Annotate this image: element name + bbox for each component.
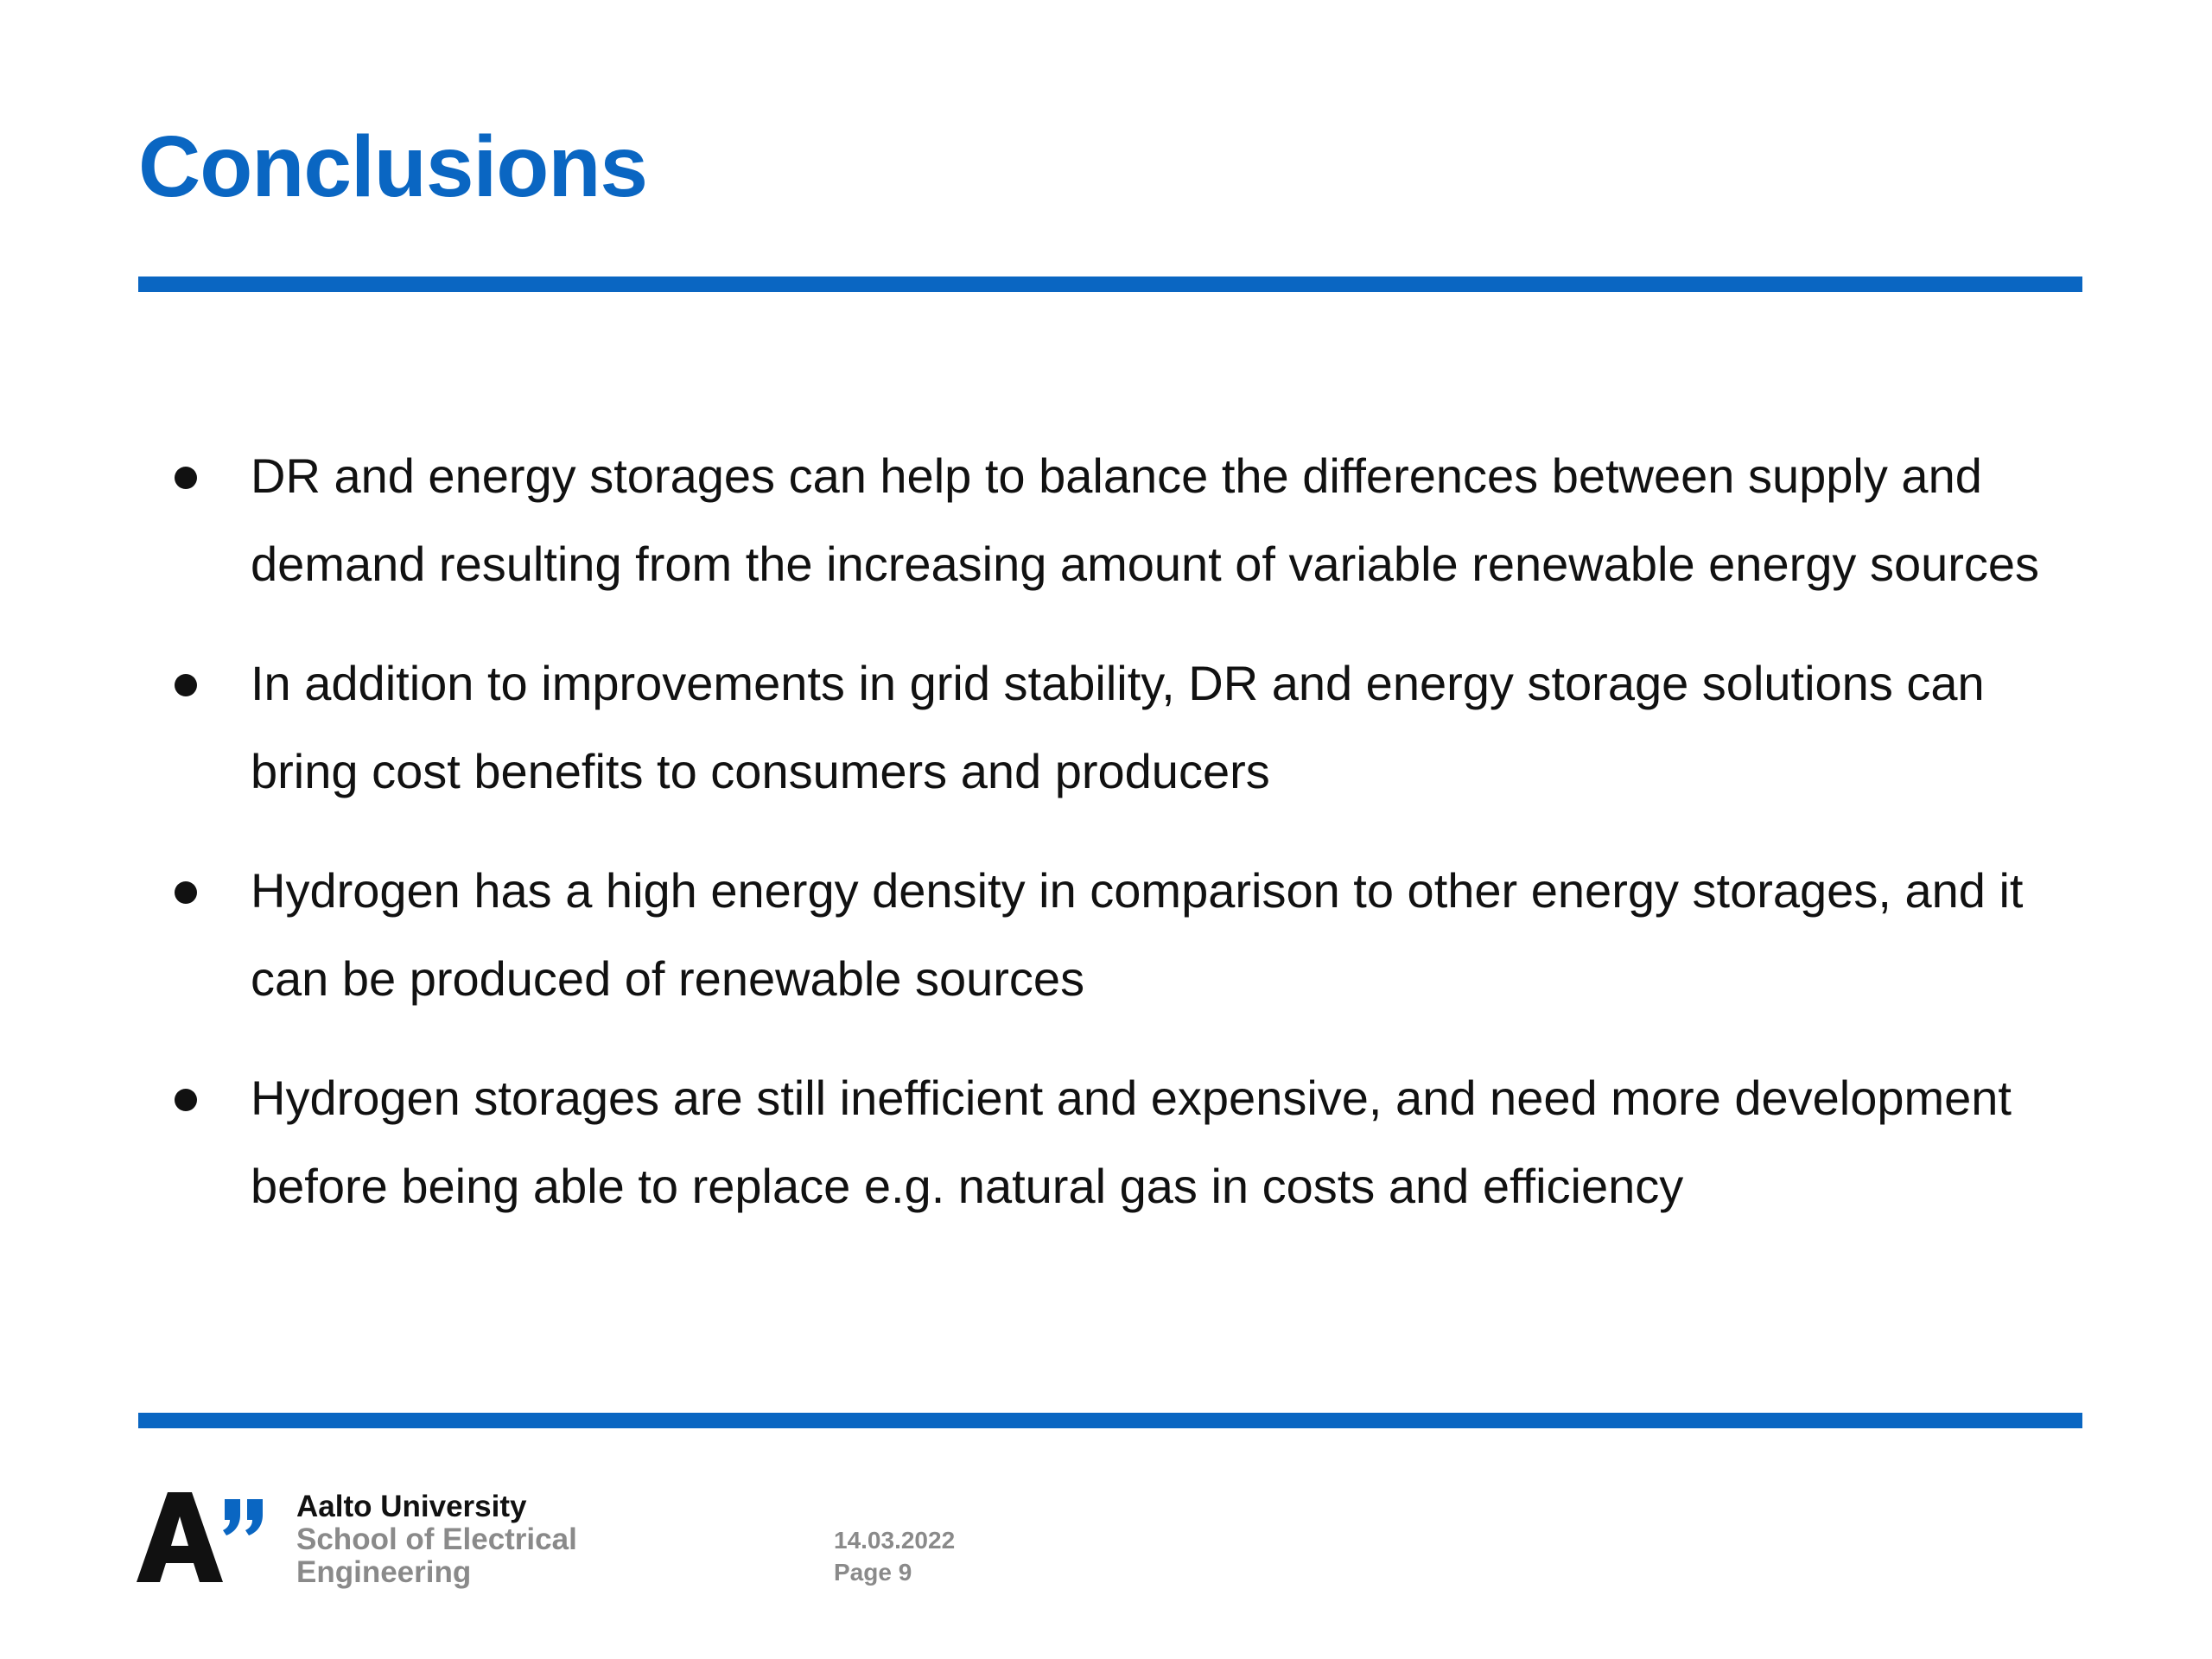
bullet-text: DR and energy storages can help to balance the differences between supply and demand resulting from the increasing amount of variable renewable energy sources [251,448,2040,591]
bullet-dot-icon [175,467,197,489]
bullet-dot-icon [175,674,197,696]
bullet-text: Hydrogen storages are still inefficient and expensive, and need more development before being able to replace e.g. natural gas in costs and efficiency [251,1071,2012,1213]
bullet-dot-icon [175,881,197,904]
bullet-item [138,847,2091,1023]
title-divider [138,276,2082,292]
bullet-text: In addition to improvements in grid stability, DR and energy storage solutions can bring cost benefits to consumers and producers [251,656,1985,798]
bullet-item [138,432,2091,608]
slide-title: Conclusions [138,118,648,215]
page-number: Page 9 [834,1559,912,1586]
bullet-text: Hydrogen has a high energy density in comparison to other energy storages, and it can be produced of renewable sources [251,863,2024,1006]
school-name-line2: Engineering [296,1555,472,1589]
bullet-item [138,639,2091,816]
aalto-logo-icon [137,1491,275,1586]
university-name: Aalto University [296,1490,527,1523]
bullet-dot-icon [175,1089,197,1111]
bullet-item [138,1054,2091,1230]
school-name-line1: School of Electrical [296,1522,577,1556]
slide-date: 14.03.2022 [834,1527,956,1554]
organization-block [296,1491,577,1589]
slide-meta [834,1524,955,1588]
footer-divider [138,1413,2082,1428]
bullet-list [138,432,2091,1262]
